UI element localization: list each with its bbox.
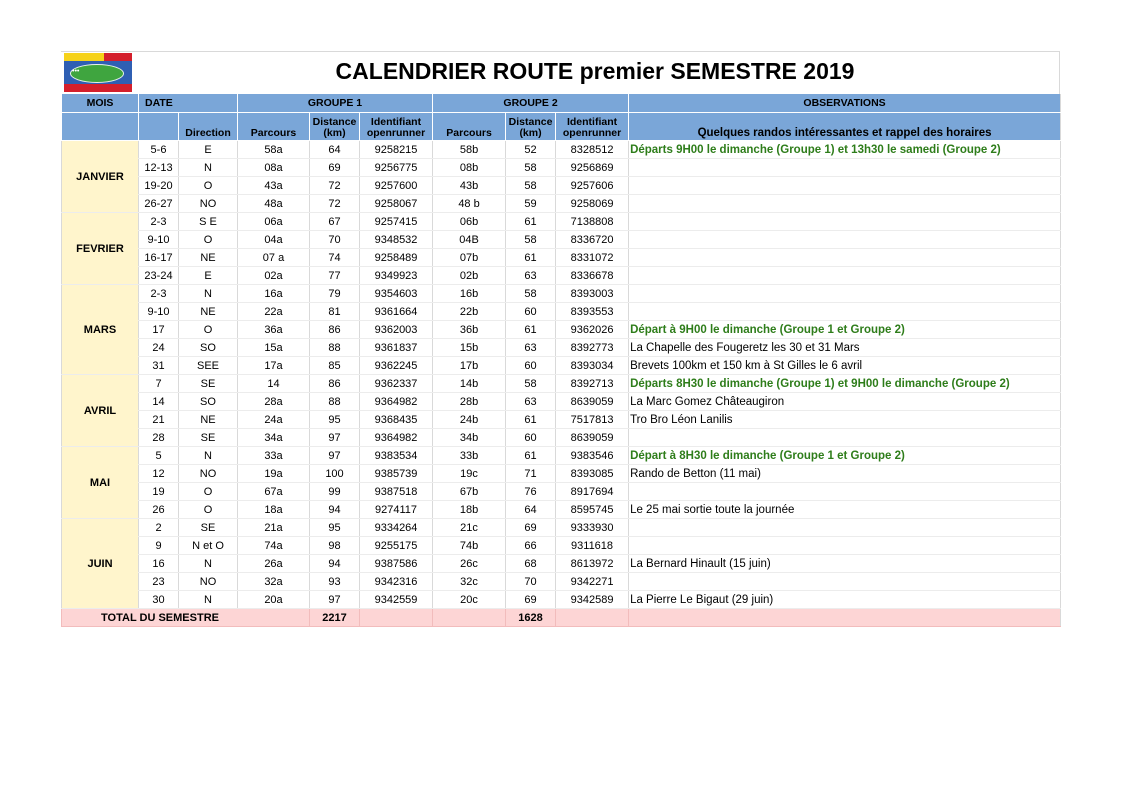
parcours1-cell: 28a	[238, 393, 310, 411]
distance2-cell: 61	[506, 447, 556, 465]
table-row	[62, 141, 1061, 159]
observation-cell	[629, 285, 1061, 303]
openrunner2-cell: 8639059	[556, 429, 629, 447]
total-empty	[360, 609, 433, 627]
parcours1-cell: 48a	[238, 195, 310, 213]
distance1-cell: 74	[310, 249, 360, 267]
observation-cell: Départs 9H00 le dimanche (Groupe 1) et 13h30 le samedi (Groupe 2)	[629, 141, 1061, 159]
header-identifiant-1: Identifiant openrunner	[360, 113, 433, 141]
table-row	[62, 249, 1061, 267]
date-cell: 7	[139, 375, 179, 393]
table-row	[62, 375, 1061, 393]
openrunner2-cell: 8336720	[556, 231, 629, 249]
distance1-cell: 86	[310, 321, 360, 339]
date-cell: 9	[139, 537, 179, 555]
header-empty	[62, 113, 139, 141]
parcours1-cell: 08a	[238, 159, 310, 177]
date-cell: 19-20	[139, 177, 179, 195]
parcours1-cell: 19a	[238, 465, 310, 483]
direction-cell: SE	[179, 519, 238, 537]
table-row	[62, 555, 1061, 573]
direction-cell: E	[179, 141, 238, 159]
openrunner2-cell: 9257606	[556, 177, 629, 195]
direction-cell: N	[179, 447, 238, 465]
distance1-cell: 97	[310, 591, 360, 609]
observation-cell: La Pierre Le Bigaut (29 juin)	[629, 591, 1061, 609]
openrunner2-cell: 9258069	[556, 195, 629, 213]
direction-cell: SE	[179, 429, 238, 447]
direction-cell: NO	[179, 195, 238, 213]
distance1-cell: 95	[310, 411, 360, 429]
openrunner2-cell: 7138808	[556, 213, 629, 231]
parcours1-cell: 22a	[238, 303, 310, 321]
month-cell: AVRIL	[62, 375, 139, 447]
openrunner1-cell: 9348532	[360, 231, 433, 249]
openrunner2-cell: 8639059	[556, 393, 629, 411]
header-parcours-1: Parcours	[238, 113, 310, 141]
parcours1-cell: 07 a	[238, 249, 310, 267]
direction-cell: N	[179, 555, 238, 573]
openrunner1-cell: 9387586	[360, 555, 433, 573]
openrunner1-cell: 9257600	[360, 177, 433, 195]
parcours1-cell: 26a	[238, 555, 310, 573]
table-row	[62, 339, 1061, 357]
header-groupe1: GROUPE 1	[238, 94, 433, 113]
direction-cell: N	[179, 285, 238, 303]
date-cell: 21	[139, 411, 179, 429]
openrunner1-cell: 9256775	[360, 159, 433, 177]
openrunner2-cell: 9342589	[556, 591, 629, 609]
parcours2-cell: 17b	[433, 357, 506, 375]
parcours2-cell: 58b	[433, 141, 506, 159]
table-row	[62, 357, 1061, 375]
month-cell: JUIN	[62, 519, 139, 609]
observation-cell	[629, 537, 1061, 555]
distance2-cell: 69	[506, 519, 556, 537]
distance1-cell: 98	[310, 537, 360, 555]
openrunner1-cell: 9361664	[360, 303, 433, 321]
openrunner2-cell: 9311618	[556, 537, 629, 555]
distance1-cell: 70	[310, 231, 360, 249]
distance2-cell: 70	[506, 573, 556, 591]
table-row	[62, 429, 1061, 447]
total-groupe2: 1628	[506, 609, 556, 627]
direction-cell: N et O	[179, 537, 238, 555]
openrunner2-cell: 9256869	[556, 159, 629, 177]
observation-cell: Brevets 100km et 150 km à St Gilles le 6 avril	[629, 357, 1061, 375]
date-cell: 12	[139, 465, 179, 483]
openrunner1-cell: 9342559	[360, 591, 433, 609]
header-mois: MOIS	[62, 94, 139, 113]
openrunner1-cell: 9334264	[360, 519, 433, 537]
openrunner1-cell: 9364982	[360, 393, 433, 411]
parcours1-cell: 04a	[238, 231, 310, 249]
openrunner1-cell: 9383534	[360, 447, 433, 465]
observation-cell: Tro Bro Léon Lanilis	[629, 411, 1061, 429]
calendar-sheet	[61, 51, 1060, 627]
header-parcours-2: Parcours	[433, 113, 506, 141]
openrunner1-cell: 9387518	[360, 483, 433, 501]
header-direction: Direction	[179, 113, 238, 141]
date-cell: 2	[139, 519, 179, 537]
date-cell: 24	[139, 339, 179, 357]
distance2-cell: 58	[506, 285, 556, 303]
openrunner1-cell: 9362337	[360, 375, 433, 393]
table-row	[62, 573, 1061, 591]
direction-cell: N	[179, 591, 238, 609]
parcours2-cell: 36b	[433, 321, 506, 339]
openrunner2-cell: 8917694	[556, 483, 629, 501]
distance1-cell: 94	[310, 555, 360, 573]
direction-cell: SEE	[179, 357, 238, 375]
distance1-cell: 99	[310, 483, 360, 501]
table-row	[62, 267, 1061, 285]
observation-cell	[629, 573, 1061, 591]
calendar-body	[62, 141, 1061, 609]
openrunner2-cell: 8336678	[556, 267, 629, 285]
openrunner1-cell: 9349923	[360, 267, 433, 285]
distance2-cell: 60	[506, 429, 556, 447]
distance1-cell: 88	[310, 393, 360, 411]
date-cell: 5-6	[139, 141, 179, 159]
openrunner1-cell: 9258489	[360, 249, 433, 267]
direction-cell: NE	[179, 411, 238, 429]
table-row	[62, 447, 1061, 465]
total-row	[62, 609, 1061, 627]
distance2-cell: 58	[506, 231, 556, 249]
openrunner1-cell: 9258067	[360, 195, 433, 213]
month-cell: JANVIER	[62, 141, 139, 213]
parcours2-cell: 24b	[433, 411, 506, 429]
table-row	[62, 321, 1061, 339]
cyclo-club-logo-icon: •••	[64, 53, 132, 92]
openrunner1-cell: 9354603	[360, 285, 433, 303]
direction-cell: O	[179, 483, 238, 501]
direction-cell: SO	[179, 339, 238, 357]
observation-cell	[629, 483, 1061, 501]
parcours1-cell: 33a	[238, 447, 310, 465]
parcours2-cell: 32c	[433, 573, 506, 591]
parcours2-cell: 19c	[433, 465, 506, 483]
observation-cell: Le 25 mai sortie toute la journée	[629, 501, 1061, 519]
title-row	[61, 51, 1060, 94]
table-row	[62, 501, 1061, 519]
distance2-cell: 61	[506, 213, 556, 231]
observation-cell	[629, 177, 1061, 195]
parcours2-cell: 48 b	[433, 195, 506, 213]
distance1-cell: 81	[310, 303, 360, 321]
table-row	[62, 231, 1061, 249]
distance1-cell: 100	[310, 465, 360, 483]
table-row	[62, 213, 1061, 231]
direction-cell: SE	[179, 375, 238, 393]
parcours2-cell: 15b	[433, 339, 506, 357]
openrunner1-cell: 9258215	[360, 141, 433, 159]
openrunner1-cell: 9385739	[360, 465, 433, 483]
header-identifiant-2: Identifiant openrunner	[556, 113, 629, 141]
openrunner2-cell: 8393034	[556, 357, 629, 375]
parcours2-cell: 33b	[433, 447, 506, 465]
table-row	[62, 519, 1061, 537]
direction-cell: NE	[179, 249, 238, 267]
direction-cell: O	[179, 321, 238, 339]
date-cell: 23-24	[139, 267, 179, 285]
distance2-cell: 58	[506, 177, 556, 195]
distance2-cell: 64	[506, 501, 556, 519]
distance1-cell: 86	[310, 375, 360, 393]
distance1-cell: 88	[310, 339, 360, 357]
openrunner2-cell: 9362026	[556, 321, 629, 339]
date-cell: 31	[139, 357, 179, 375]
parcours2-cell: 06b	[433, 213, 506, 231]
date-cell: 12-13	[139, 159, 179, 177]
distance2-cell: 63	[506, 393, 556, 411]
distance2-cell: 52	[506, 141, 556, 159]
date-cell: 30	[139, 591, 179, 609]
date-cell: 9-10	[139, 303, 179, 321]
openrunner1-cell: 9361837	[360, 339, 433, 357]
month-cell: MAI	[62, 447, 139, 519]
total-empty	[629, 609, 1061, 627]
table-row	[62, 285, 1061, 303]
direction-cell: O	[179, 177, 238, 195]
parcours2-cell: 67b	[433, 483, 506, 501]
parcours2-cell: 43b	[433, 177, 506, 195]
openrunner1-cell: 9364982	[360, 429, 433, 447]
distance1-cell: 64	[310, 141, 360, 159]
date-cell: 16	[139, 555, 179, 573]
openrunner2-cell: 8331072	[556, 249, 629, 267]
distance2-cell: 63	[506, 267, 556, 285]
distance2-cell: 71	[506, 465, 556, 483]
parcours2-cell: 18b	[433, 501, 506, 519]
observation-cell	[629, 213, 1061, 231]
parcours2-cell: 04B	[433, 231, 506, 249]
calendar-table	[61, 94, 1061, 627]
openrunner1-cell: 9274117	[360, 501, 433, 519]
openrunner2-cell: 8595745	[556, 501, 629, 519]
observation-cell	[629, 195, 1061, 213]
parcours1-cell: 18a	[238, 501, 310, 519]
distance2-cell: 63	[506, 339, 556, 357]
header-date: DATE	[139, 94, 238, 113]
openrunner2-cell: 9333930	[556, 519, 629, 537]
observation-cell: Départ à 9H00 le dimanche (Groupe 1 et Groupe 2)	[629, 321, 1061, 339]
direction-cell: NO	[179, 573, 238, 591]
table-row	[62, 177, 1061, 195]
parcours1-cell: 21a	[238, 519, 310, 537]
distance1-cell: 93	[310, 573, 360, 591]
parcours1-cell: 32a	[238, 573, 310, 591]
observation-cell	[629, 249, 1061, 267]
date-cell: 28	[139, 429, 179, 447]
date-cell: 2-3	[139, 285, 179, 303]
parcours2-cell: 28b	[433, 393, 506, 411]
total-empty	[556, 609, 629, 627]
table-row	[62, 465, 1061, 483]
month-cell: FEVRIER	[62, 213, 139, 285]
total-label: TOTAL DU SEMESTRE	[62, 609, 310, 627]
page-title: CALENDRIER ROUTE premier SEMESTRE 2019	[335, 58, 855, 84]
openrunner2-cell: 8392773	[556, 339, 629, 357]
direction-cell: S E	[179, 213, 238, 231]
openrunner1-cell: 9342316	[360, 573, 433, 591]
direction-cell: O	[179, 231, 238, 249]
direction-cell: E	[179, 267, 238, 285]
observation-cell	[629, 231, 1061, 249]
observation-cell: Rando de Betton (11 mai)	[629, 465, 1061, 483]
total-groupe1: 2217	[310, 609, 360, 627]
parcours1-cell: 14	[238, 375, 310, 393]
openrunner1-cell: 9362003	[360, 321, 433, 339]
distance1-cell: 97	[310, 429, 360, 447]
distance2-cell: 76	[506, 483, 556, 501]
parcours1-cell: 15a	[238, 339, 310, 357]
distance1-cell: 94	[310, 501, 360, 519]
direction-cell: N	[179, 159, 238, 177]
parcours1-cell: 74a	[238, 537, 310, 555]
observation-cell: La Marc Gomez Châteaugiron	[629, 393, 1061, 411]
distance2-cell: 61	[506, 249, 556, 267]
parcours2-cell: 16b	[433, 285, 506, 303]
distance1-cell: 67	[310, 213, 360, 231]
table-row	[62, 159, 1061, 177]
openrunner2-cell: 8393003	[556, 285, 629, 303]
parcours1-cell: 06a	[238, 213, 310, 231]
distance1-cell: 97	[310, 447, 360, 465]
parcours1-cell: 36a	[238, 321, 310, 339]
parcours1-cell: 67a	[238, 483, 310, 501]
openrunner1-cell: 9255175	[360, 537, 433, 555]
header-empty	[139, 113, 179, 141]
observation-cell	[629, 267, 1061, 285]
distance1-cell: 77	[310, 267, 360, 285]
openrunner1-cell: 9368435	[360, 411, 433, 429]
direction-cell: NE	[179, 303, 238, 321]
openrunner2-cell: 8613972	[556, 555, 629, 573]
parcours1-cell: 24a	[238, 411, 310, 429]
parcours2-cell: 34b	[433, 429, 506, 447]
distance2-cell: 58	[506, 375, 556, 393]
observation-cell: Départ à 8H30 le dimanche (Groupe 1 et Groupe 2)	[629, 447, 1061, 465]
header-distance-1: Distance (km)	[310, 113, 360, 141]
openrunner2-cell: 8392713	[556, 375, 629, 393]
openrunner2-cell: 9383546	[556, 447, 629, 465]
distance1-cell: 72	[310, 177, 360, 195]
parcours2-cell: 14b	[433, 375, 506, 393]
observation-cell	[629, 303, 1061, 321]
openrunner1-cell: 9257415	[360, 213, 433, 231]
observation-cell	[629, 429, 1061, 447]
month-cell: MARS	[62, 285, 139, 375]
table-row	[62, 537, 1061, 555]
table-row	[62, 411, 1061, 429]
parcours2-cell: 22b	[433, 303, 506, 321]
distance2-cell: 59	[506, 195, 556, 213]
parcours1-cell: 58a	[238, 141, 310, 159]
observation-cell	[629, 159, 1061, 177]
parcours1-cell: 20a	[238, 591, 310, 609]
date-cell: 5	[139, 447, 179, 465]
table-row	[62, 195, 1061, 213]
parcours1-cell: 02a	[238, 267, 310, 285]
parcours1-cell: 43a	[238, 177, 310, 195]
date-cell: 2-3	[139, 213, 179, 231]
openrunner2-cell: 8393553	[556, 303, 629, 321]
header-groupe2: GROUPE 2	[433, 94, 629, 113]
distance1-cell: 69	[310, 159, 360, 177]
parcours2-cell: 21c	[433, 519, 506, 537]
total-empty	[433, 609, 506, 627]
parcours2-cell: 08b	[433, 159, 506, 177]
openrunner2-cell: 9342271	[556, 573, 629, 591]
date-cell: 26-27	[139, 195, 179, 213]
header-distance-2: Distance (km)	[506, 113, 556, 141]
date-cell: 14	[139, 393, 179, 411]
distance2-cell: 66	[506, 537, 556, 555]
distance2-cell: 69	[506, 591, 556, 609]
date-cell: 16-17	[139, 249, 179, 267]
header-row-1	[62, 94, 1061, 113]
date-cell: 26	[139, 501, 179, 519]
distance2-cell: 61	[506, 321, 556, 339]
distance2-cell: 68	[506, 555, 556, 573]
openrunner2-cell: 8328512	[556, 141, 629, 159]
direction-cell: SO	[179, 393, 238, 411]
date-cell: 19	[139, 483, 179, 501]
header-observations: OBSERVATIONS	[629, 94, 1061, 113]
date-cell: 9-10	[139, 231, 179, 249]
parcours1-cell: 34a	[238, 429, 310, 447]
parcours2-cell: 26c	[433, 555, 506, 573]
header-obs-subtitle: Quelques randos intéressantes et rappel des horaires	[629, 113, 1061, 141]
openrunner2-cell: 8393085	[556, 465, 629, 483]
table-row	[62, 591, 1061, 609]
distance2-cell: 60	[506, 303, 556, 321]
parcours2-cell: 07b	[433, 249, 506, 267]
direction-cell: NO	[179, 465, 238, 483]
observation-cell: La Bernard Hinault (15 juin)	[629, 555, 1061, 573]
observation-cell	[629, 519, 1061, 537]
header-row-2	[62, 113, 1061, 141]
parcours2-cell: 20c	[433, 591, 506, 609]
table-row	[62, 393, 1061, 411]
parcours1-cell: 16a	[238, 285, 310, 303]
observation-cell: La Chapelle des Fougeretz les 30 et 31 Mars	[629, 339, 1061, 357]
distance1-cell: 79	[310, 285, 360, 303]
parcours1-cell: 17a	[238, 357, 310, 375]
direction-cell: O	[179, 501, 238, 519]
distance1-cell: 85	[310, 357, 360, 375]
distance1-cell: 72	[310, 195, 360, 213]
date-cell: 17	[139, 321, 179, 339]
table-row	[62, 303, 1061, 321]
openrunner1-cell: 9362245	[360, 357, 433, 375]
parcours2-cell: 74b	[433, 537, 506, 555]
parcours2-cell: 02b	[433, 267, 506, 285]
distance2-cell: 60	[506, 357, 556, 375]
table-row	[62, 483, 1061, 501]
openrunner2-cell: 7517813	[556, 411, 629, 429]
observation-cell: Départs 8H30 le dimanche (Groupe 1) et 9H00 le dimanche (Groupe 2)	[629, 375, 1061, 393]
date-cell: 23	[139, 573, 179, 591]
distance2-cell: 61	[506, 411, 556, 429]
distance1-cell: 95	[310, 519, 360, 537]
distance2-cell: 58	[506, 159, 556, 177]
